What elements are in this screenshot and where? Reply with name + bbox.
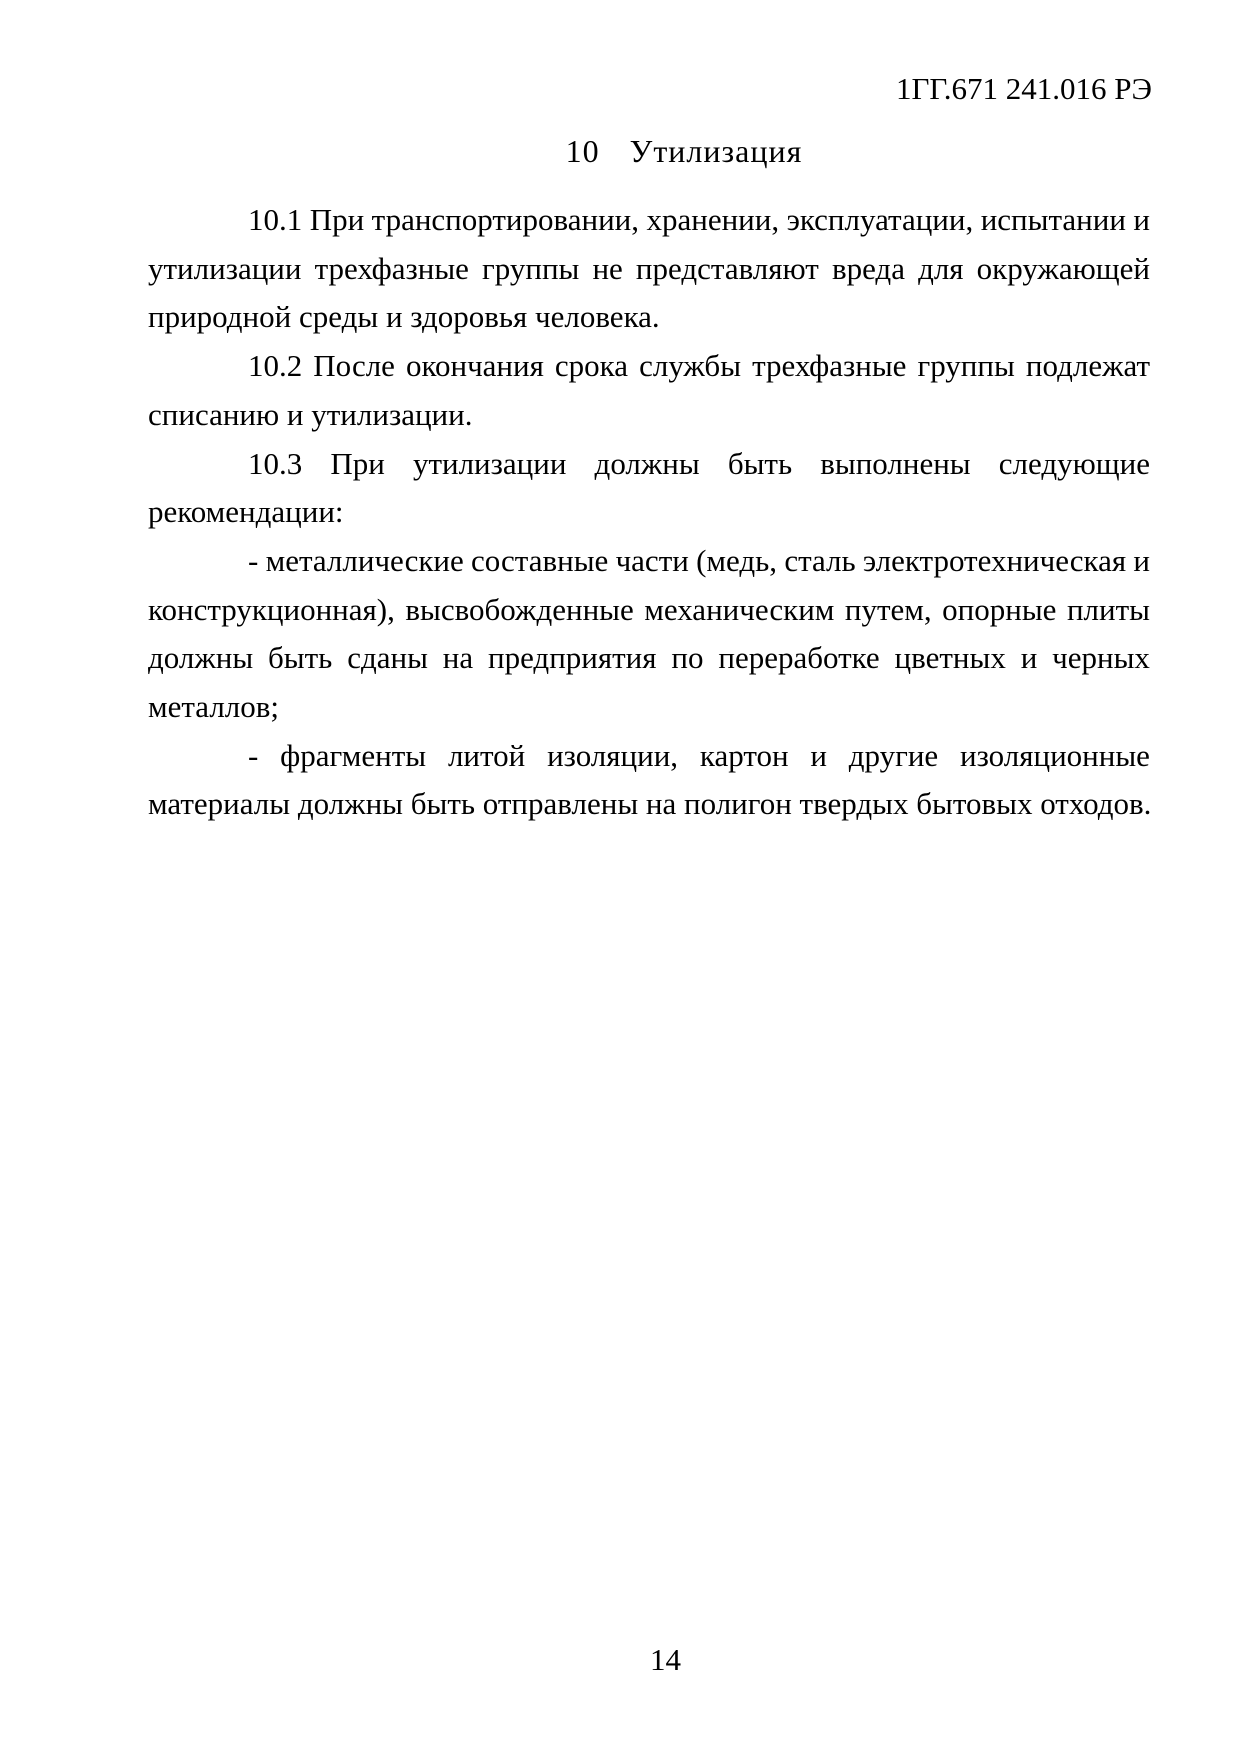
text-line: - фрагменты литой изоляции, картон и другие изоляционные bbox=[248, 737, 1150, 773]
text-line: утилизации трехфазные группы не представляют вреда для окружающей bbox=[148, 250, 1150, 286]
section-title-label: Утилизация bbox=[629, 133, 803, 169]
text-line: природной среды и здоровья человека. bbox=[148, 299, 660, 335]
text-line: списанию и утилизации. bbox=[148, 396, 473, 432]
text-line: материалы должны быть отправлены на полигон твердых бытовых отходов. bbox=[148, 786, 1152, 822]
doc-code: 1ГГ.671 241.016 РЭ bbox=[895, 71, 1152, 106]
text-line: металлов; bbox=[148, 689, 280, 725]
text-line: - металлические составные части (медь, сталь электротехническая и bbox=[248, 542, 1150, 578]
page-title bbox=[148, 130, 1150, 172]
text-line: 10.2 После окончания срока службы трехфазные группы подлежат bbox=[248, 348, 1150, 384]
document-body bbox=[148, 196, 1150, 829]
text-line: 10.3 При утилизации должны быть выполнены следующие bbox=[248, 445, 1150, 481]
text-line: должны быть сданы на предприятия по переработке цветных и черных bbox=[148, 640, 1150, 676]
text-line: рекомендации: bbox=[148, 494, 344, 530]
text-line: 10.1 При транспортировании, хранении, эксплуатации, испытании и bbox=[248, 202, 1150, 237]
text-line: конструкционная), высвобожденные механическим путем, опорные плиты bbox=[148, 591, 1150, 627]
section-number: 10 bbox=[565, 133, 600, 169]
page-number: 14 bbox=[650, 1642, 681, 1677]
